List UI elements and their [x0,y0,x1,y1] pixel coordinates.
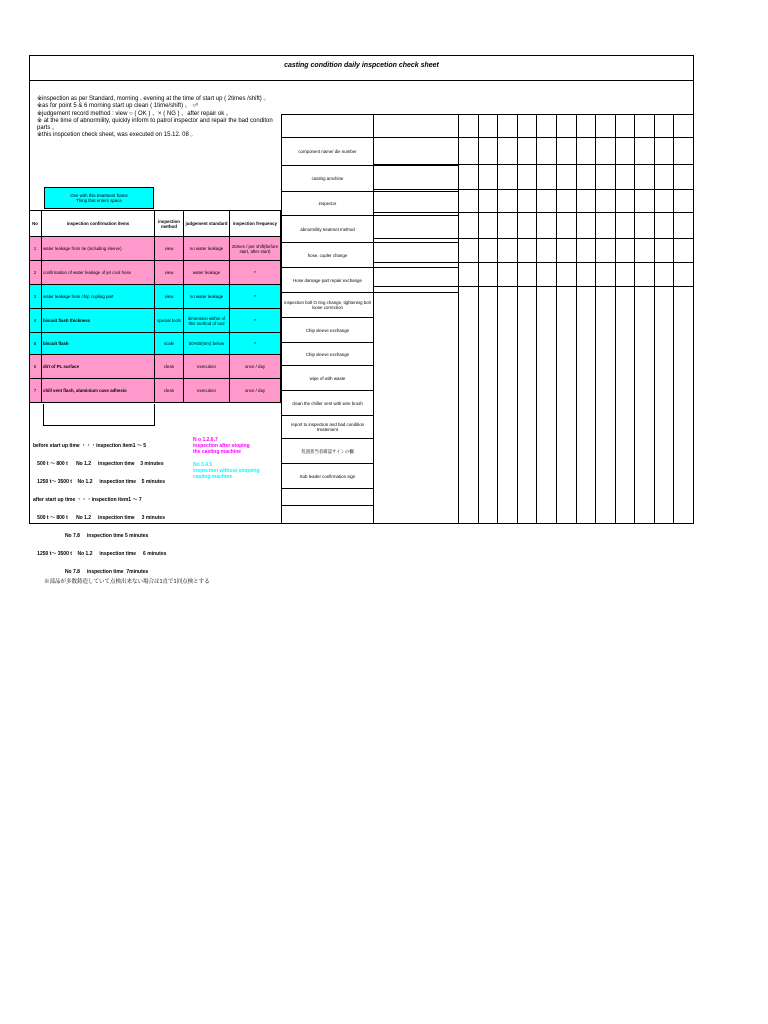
cyan-note-line: No 3.4.5 [193,462,213,468]
note-line: ※judgement record method : view ○ ( OK ) 、× ( NG ) 、after repair ok 。 [37,110,232,117]
daily-check-grid [459,114,694,524]
grid-rule [374,212,694,213]
row-frequency: once / day [230,355,281,379]
row-standard: execution [184,355,230,379]
note-line: ※inspection as per Standard, morning , evening at the time of start up ( 2times /shift) 。 [37,96,270,102]
row-no: 7 [29,379,42,403]
label-wipe: wipe of with waste [282,366,373,391]
grid-rule [374,189,694,190]
row-method: clean [155,355,184,379]
row-standard: water leakage [184,261,230,285]
row-standard: no water leakage [184,285,230,309]
no-col-border [29,210,30,404]
row-no: 1 [29,237,42,261]
row-method: view [155,261,184,285]
time-note: 500 t ～ 800 t No 1.2 inspection time 3 minutes [33,461,164,467]
label-inspector: inspector [282,192,373,216]
right-label-column [281,114,374,524]
footnote: ※部品が多数鋳造していて点検出来ない場合は1直で1回点検とする [44,579,210,585]
time-note: after start up time ・・・inspection item1 ～ 7 [33,497,142,503]
legend-box: One with this treatment frame Thing that enters space [44,187,154,209]
row-item: confirmation of water leakage of jet cool hose [42,261,155,285]
row-method: view [155,237,184,261]
row-item: water leakage from tie (including sleeve) [42,237,155,261]
row-no: 5 [29,333,42,355]
blank-label-row [282,489,373,506]
time-note: before start up time ・・・inspection item1 ～ 5 [33,443,147,449]
label-chip-sleeve-2: Chip sleeve exchange [282,343,373,366]
row-frequency: once / day [230,379,281,403]
cyan-note-line: inspection without stopping [193,468,260,474]
row-method: clean [155,379,184,403]
row-no: 6 [29,355,42,379]
row-item: chill vent flash, aluminium case adhesio [42,379,155,403]
label-casting-machine: casting amchine [282,166,373,192]
grid-rule [374,164,694,165]
row-no: 4 [29,309,42,333]
row-item: biscuit flash thickness [42,309,155,333]
label-hose-change: hose, cupler change [282,243,373,268]
row-method: special tools [155,309,184,333]
header-no: No [29,211,42,237]
row-frequency: 〃 [230,309,281,333]
row-no: 2 [29,261,42,285]
header-frequency: inspection frequency [230,211,281,237]
label-component: component name/ die number [282,138,373,166]
row-standard: 50×50(mm) below [184,333,230,355]
magenta-note-line: the casting machine [193,449,242,455]
magenta-note-line: inspection after stoping [193,443,250,449]
label-treatment-sign: 処置担当者確認サインの欄 [282,439,373,464]
row-no: 3 [29,285,42,309]
header-item: inspection confirmation items [42,211,155,237]
label-bolt-change: inspection bolt O ring change, tightening bolt loose correction [282,293,373,318]
row-item: dirt of PL surface [42,355,155,379]
grid-rule [374,286,694,287]
note-line: ※this inspcetion check sheet, was executed on 15.12. 08 。 [37,132,197,139]
header-standard: judgement standard [184,211,230,237]
grid-rule [374,137,694,138]
magenta-note-line: N o 1.2.6.7 [193,437,218,443]
row-frequency: 2times / per shift(before start, after start) [230,237,281,261]
left-lower-rule [29,210,281,211]
row-frequency: 〃 [230,285,281,309]
header-method: inspection method [155,211,184,237]
row-method: scale [155,333,184,355]
label-hose-repair: Hose damage part repair exchange [282,268,373,293]
blank-area-column [374,114,459,524]
magenta-note [193,437,278,455]
note-line: ※ at the time of abnormility, quickly inform to patrol inspector and repair the bad conditon parts 。 [37,117,273,132]
row-method: view [155,285,184,309]
label-chip-sleeve-1: Chip sleeve exchange [282,318,373,343]
cyan-note [193,462,278,480]
row-frequency: 〃 [230,261,281,285]
row-item: water leakage from chip cupling part [42,285,155,309]
label-clean-vent: clean the chiller vent with wire brush [282,391,373,416]
time-note: No 7.8 inspection time 7minutes [33,569,149,575]
label-abnormility-method: abnormility treatmet method [282,216,373,243]
label-subleader-sign: Sub leader confirmation sign [282,464,373,489]
title-divider [29,80,694,81]
sheet-title: casting condition daily inspcetion check sheet [284,62,439,69]
time-note: 500 t ～ 800 t No 1.2 inspection time 3 minutes [33,515,165,521]
row-item: biscuit flash [42,333,155,355]
label-report: report to inspection and bad condition treatement [282,416,373,439]
time-notes [33,431,203,581]
row-standard: dimension within of this method of tool [184,309,230,333]
blank-label-row [282,114,373,138]
time-note: 1250 t～ 3500 t No 1.2 inspection time 6 minutes [33,551,167,557]
row-frequency: 〃 [230,333,281,355]
row-standard: execution [184,379,230,403]
note-line: ※as for point 5 & 6 morning start up clean ( 1time/shift) 。 ○ˣ [37,103,199,110]
empty-box [43,404,155,426]
grid-rule [374,262,694,263]
grid-rule [374,238,694,239]
cyan-note-line: casting machine [193,474,233,480]
inspection-table [29,210,282,404]
time-note: No 7.8 inspection time 5 minutes [33,533,149,539]
instruction-notes [37,96,277,140]
time-note: 1250 t～ 3500 t No 1.2 inspection time 5 minutes [33,479,165,485]
row-standard: no water leakage [184,237,230,261]
